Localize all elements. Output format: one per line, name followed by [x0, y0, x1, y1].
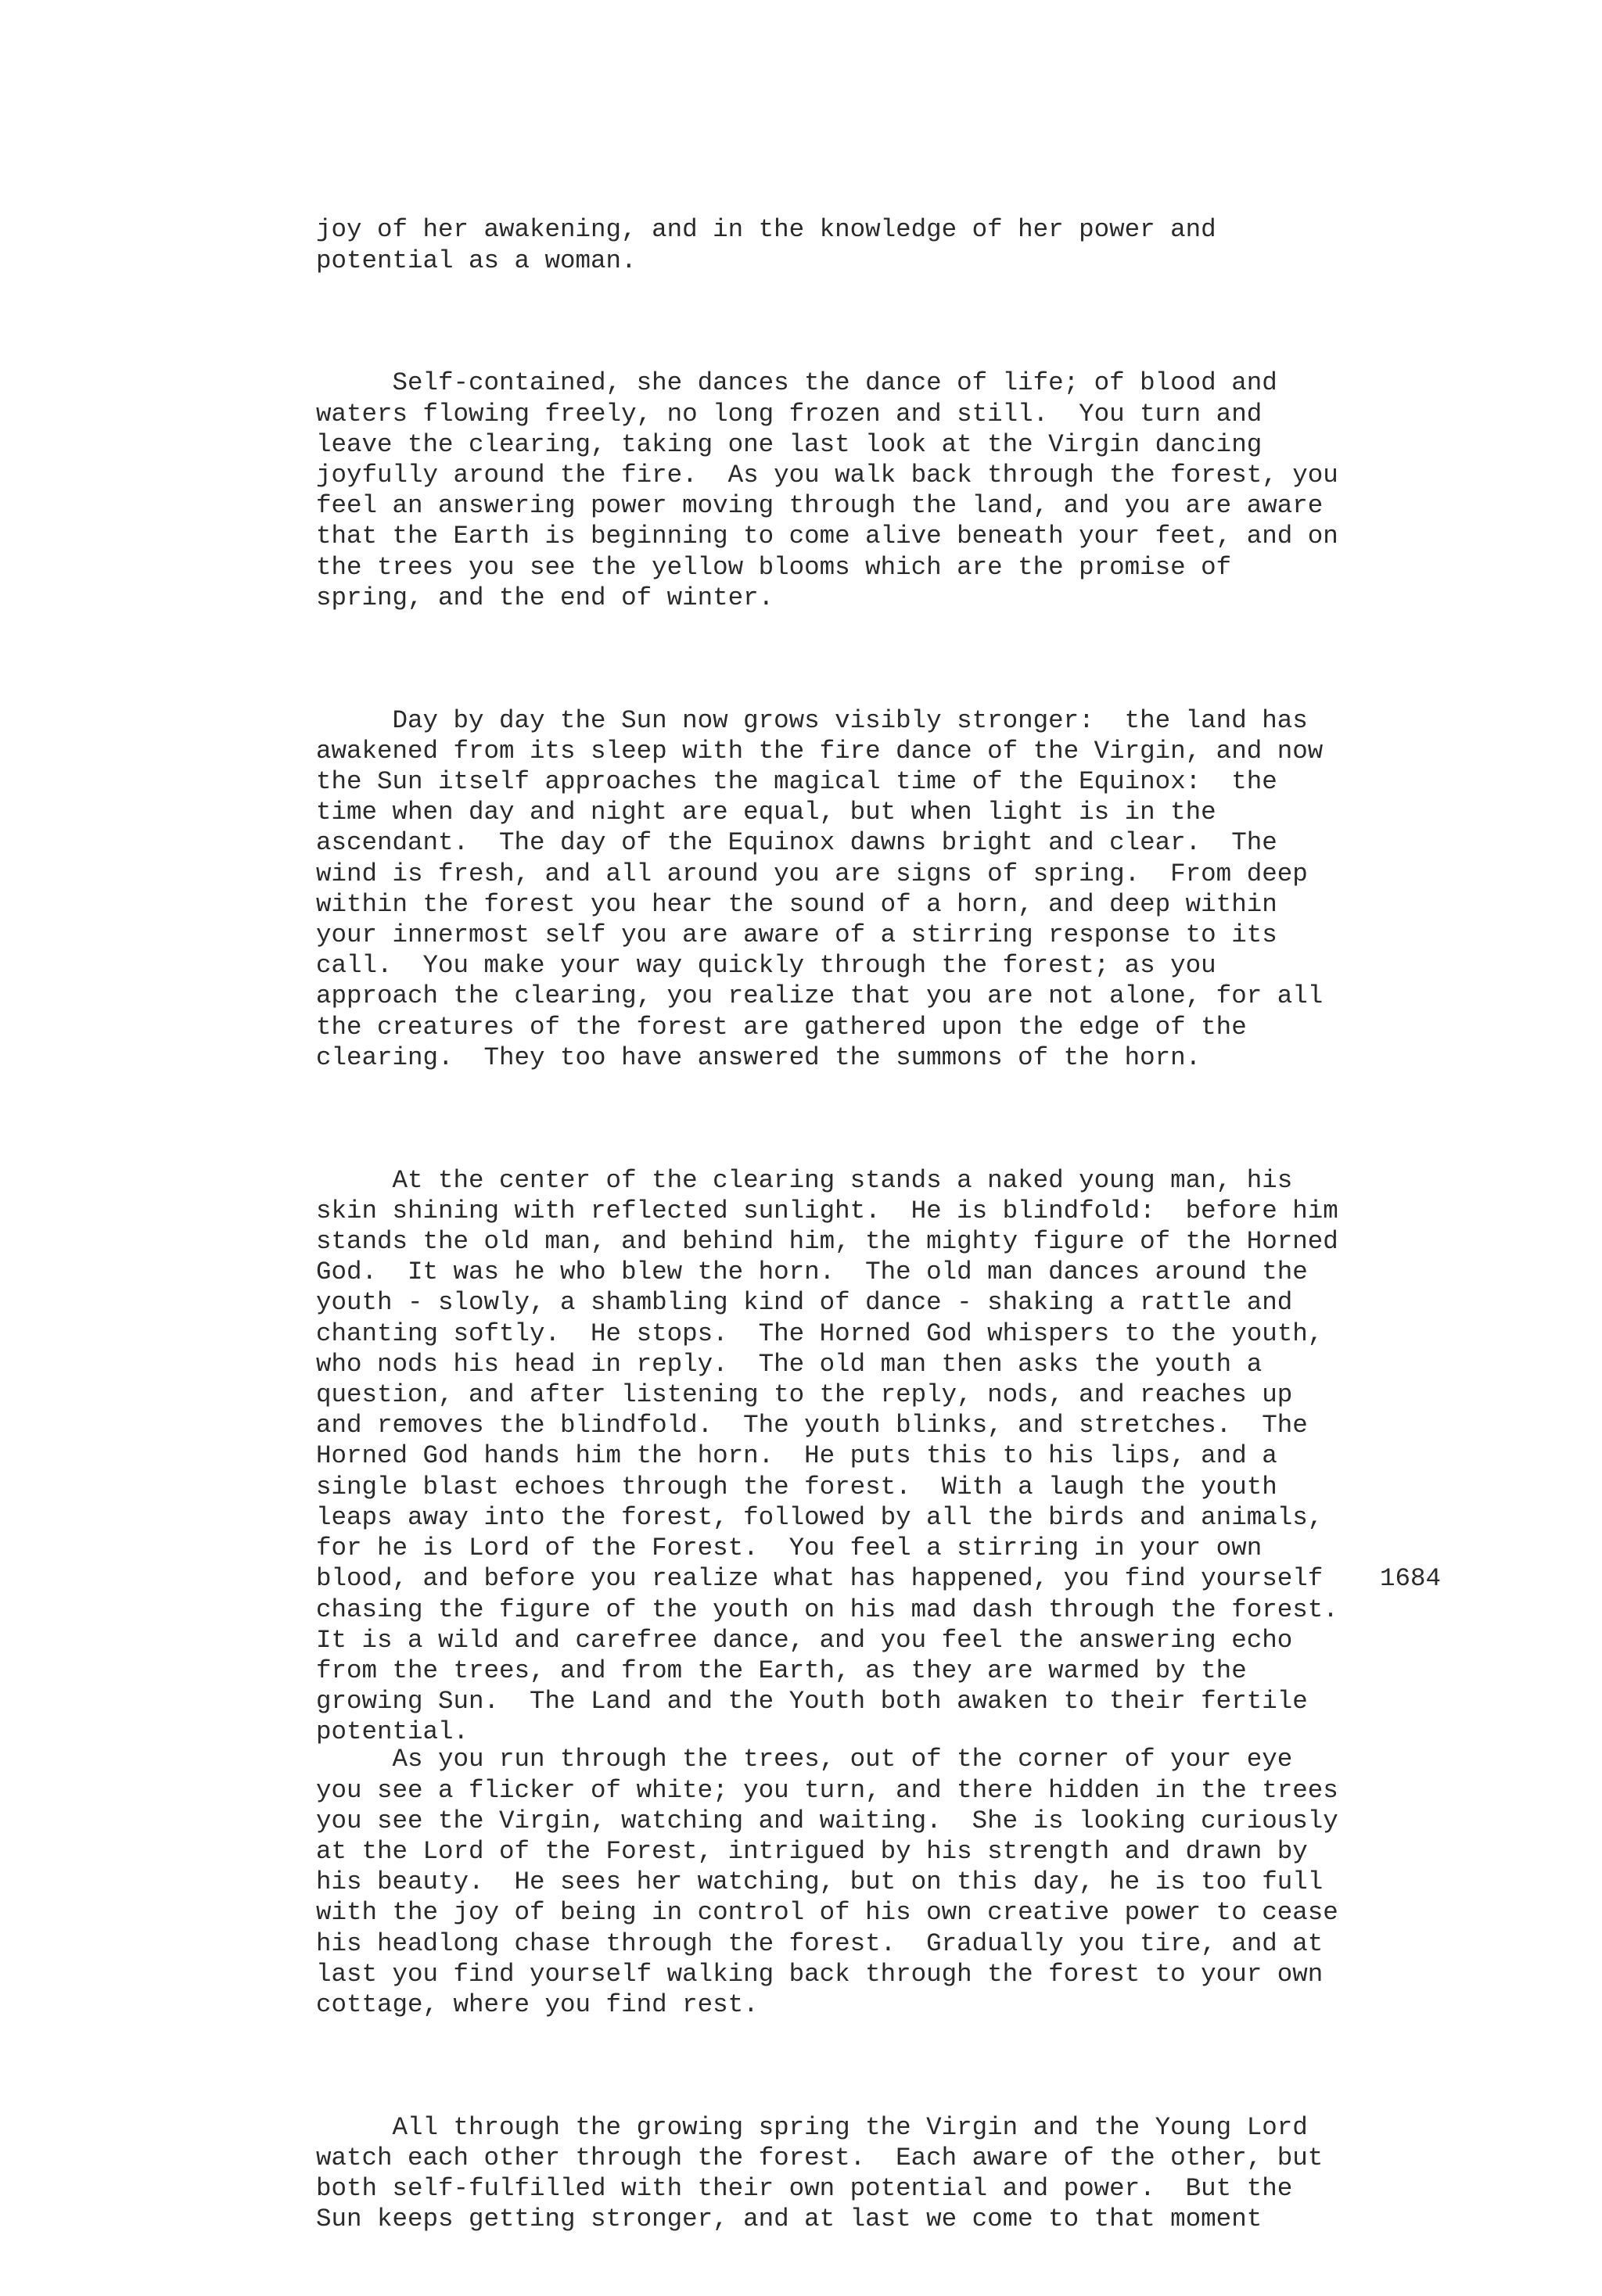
bottom-text-block [316, 1683, 1474, 2296]
paragraph: At the center of the clearing stands a naked young man, his skin shining with reflected sunlight. He is blindfold: before him stands the old man, and behind him, the mighty figure of the Horned God. It was he who blew the horn. The old man dances around the youth - slowly, a shambling kind of dance - shaking a rattle and chanting softly. He stops. The Horned God whispers to the youth, who nods his head in reply. The old man then asks the youth a question, and after listening to the reply, nods, and reaches up and removes the blindfold. The youth blinks, and stretches. The Horned God hands him the horn. He puts this to his lips, and a single blast echoes through the forest. With a laugh the youth leaps away into the forest, followed by all the birds and animals, for he is Lord of the Forest. You feel a stirring in your own blood, and before you realize what has happened, you find yourself chasing the figure of the youth on his mad dash through the forest. It is a wild and carefree dance, and you feel the answering echo from the trees, and from the Earth, as they are warmed by the growing Sun. The Land and the Youth both awaken to their fertile potential. [316, 1165, 1338, 1747]
paragraph: Day by day the Sun now grows visibly stronger: the land has awakened from its sleep with the fire dance of the Virgin, and now the Sun itself approaches the magical time of the Equinox: the time when day and night are equal, but when light is in the ascendant. The day of the Equinox dawns bright and clear. The wind is fresh, and all around you are signs of spring. From deep within the forest you hear the sound of a horn, and deep within your innermost self you are aware of a stirring response to its call. You make your way quickly through the forest; as you approach the clearing, you realize that you are not alone, for all the creatures of the forest are gathered upon the edge of the clearing. They too have answered the summons of the horn. [316, 705, 1324, 1072]
paragraph: joy of her awakening, and in the knowledge of her power and potential as a woman. [316, 215, 1216, 275]
top-text-block [316, 153, 1474, 1809]
page-number: 1684 [1380, 1564, 1442, 1593]
paragraph: Self-contained, she dances the dance of life; of blood and waters flowing freely, no long frozen and still. You turn and leave the clearing, taking one last look at the Virgin dancing joyfully around the fire. As you walk back through the forest, you feel an answering power moving through the land, and you are aware that the Earth is beginning to come alive beneath your feet, and on the trees you see the yellow blooms which are the promise of spring, and the end of winter. [316, 368, 1338, 612]
paragraph: All through the growing spring the Virgin and the Young Lord watch each other through the forest. Each aware of the other, but both self-fulfilled with their own potential and power. But the Sun keeps getting stronger, and at last we come to that moment [316, 2112, 1324, 2234]
paragraph: As you run through the trees, out of the corner of your eye you see a flicker of white; you turn, and there hidden in the trees you see the Virgin, watching and waiting. She is looking curiously at the Lord of the Forest, intrigued by his strength and drawn by his beauty. He sees her watching, but on this day, he is too full with the joy of being in control of his own creative power to cease his headlong chase through the forest. Gradually you tire, and at last you find yourself walking back through the forest to your own cottage, where you find rest. [316, 1745, 1338, 2020]
